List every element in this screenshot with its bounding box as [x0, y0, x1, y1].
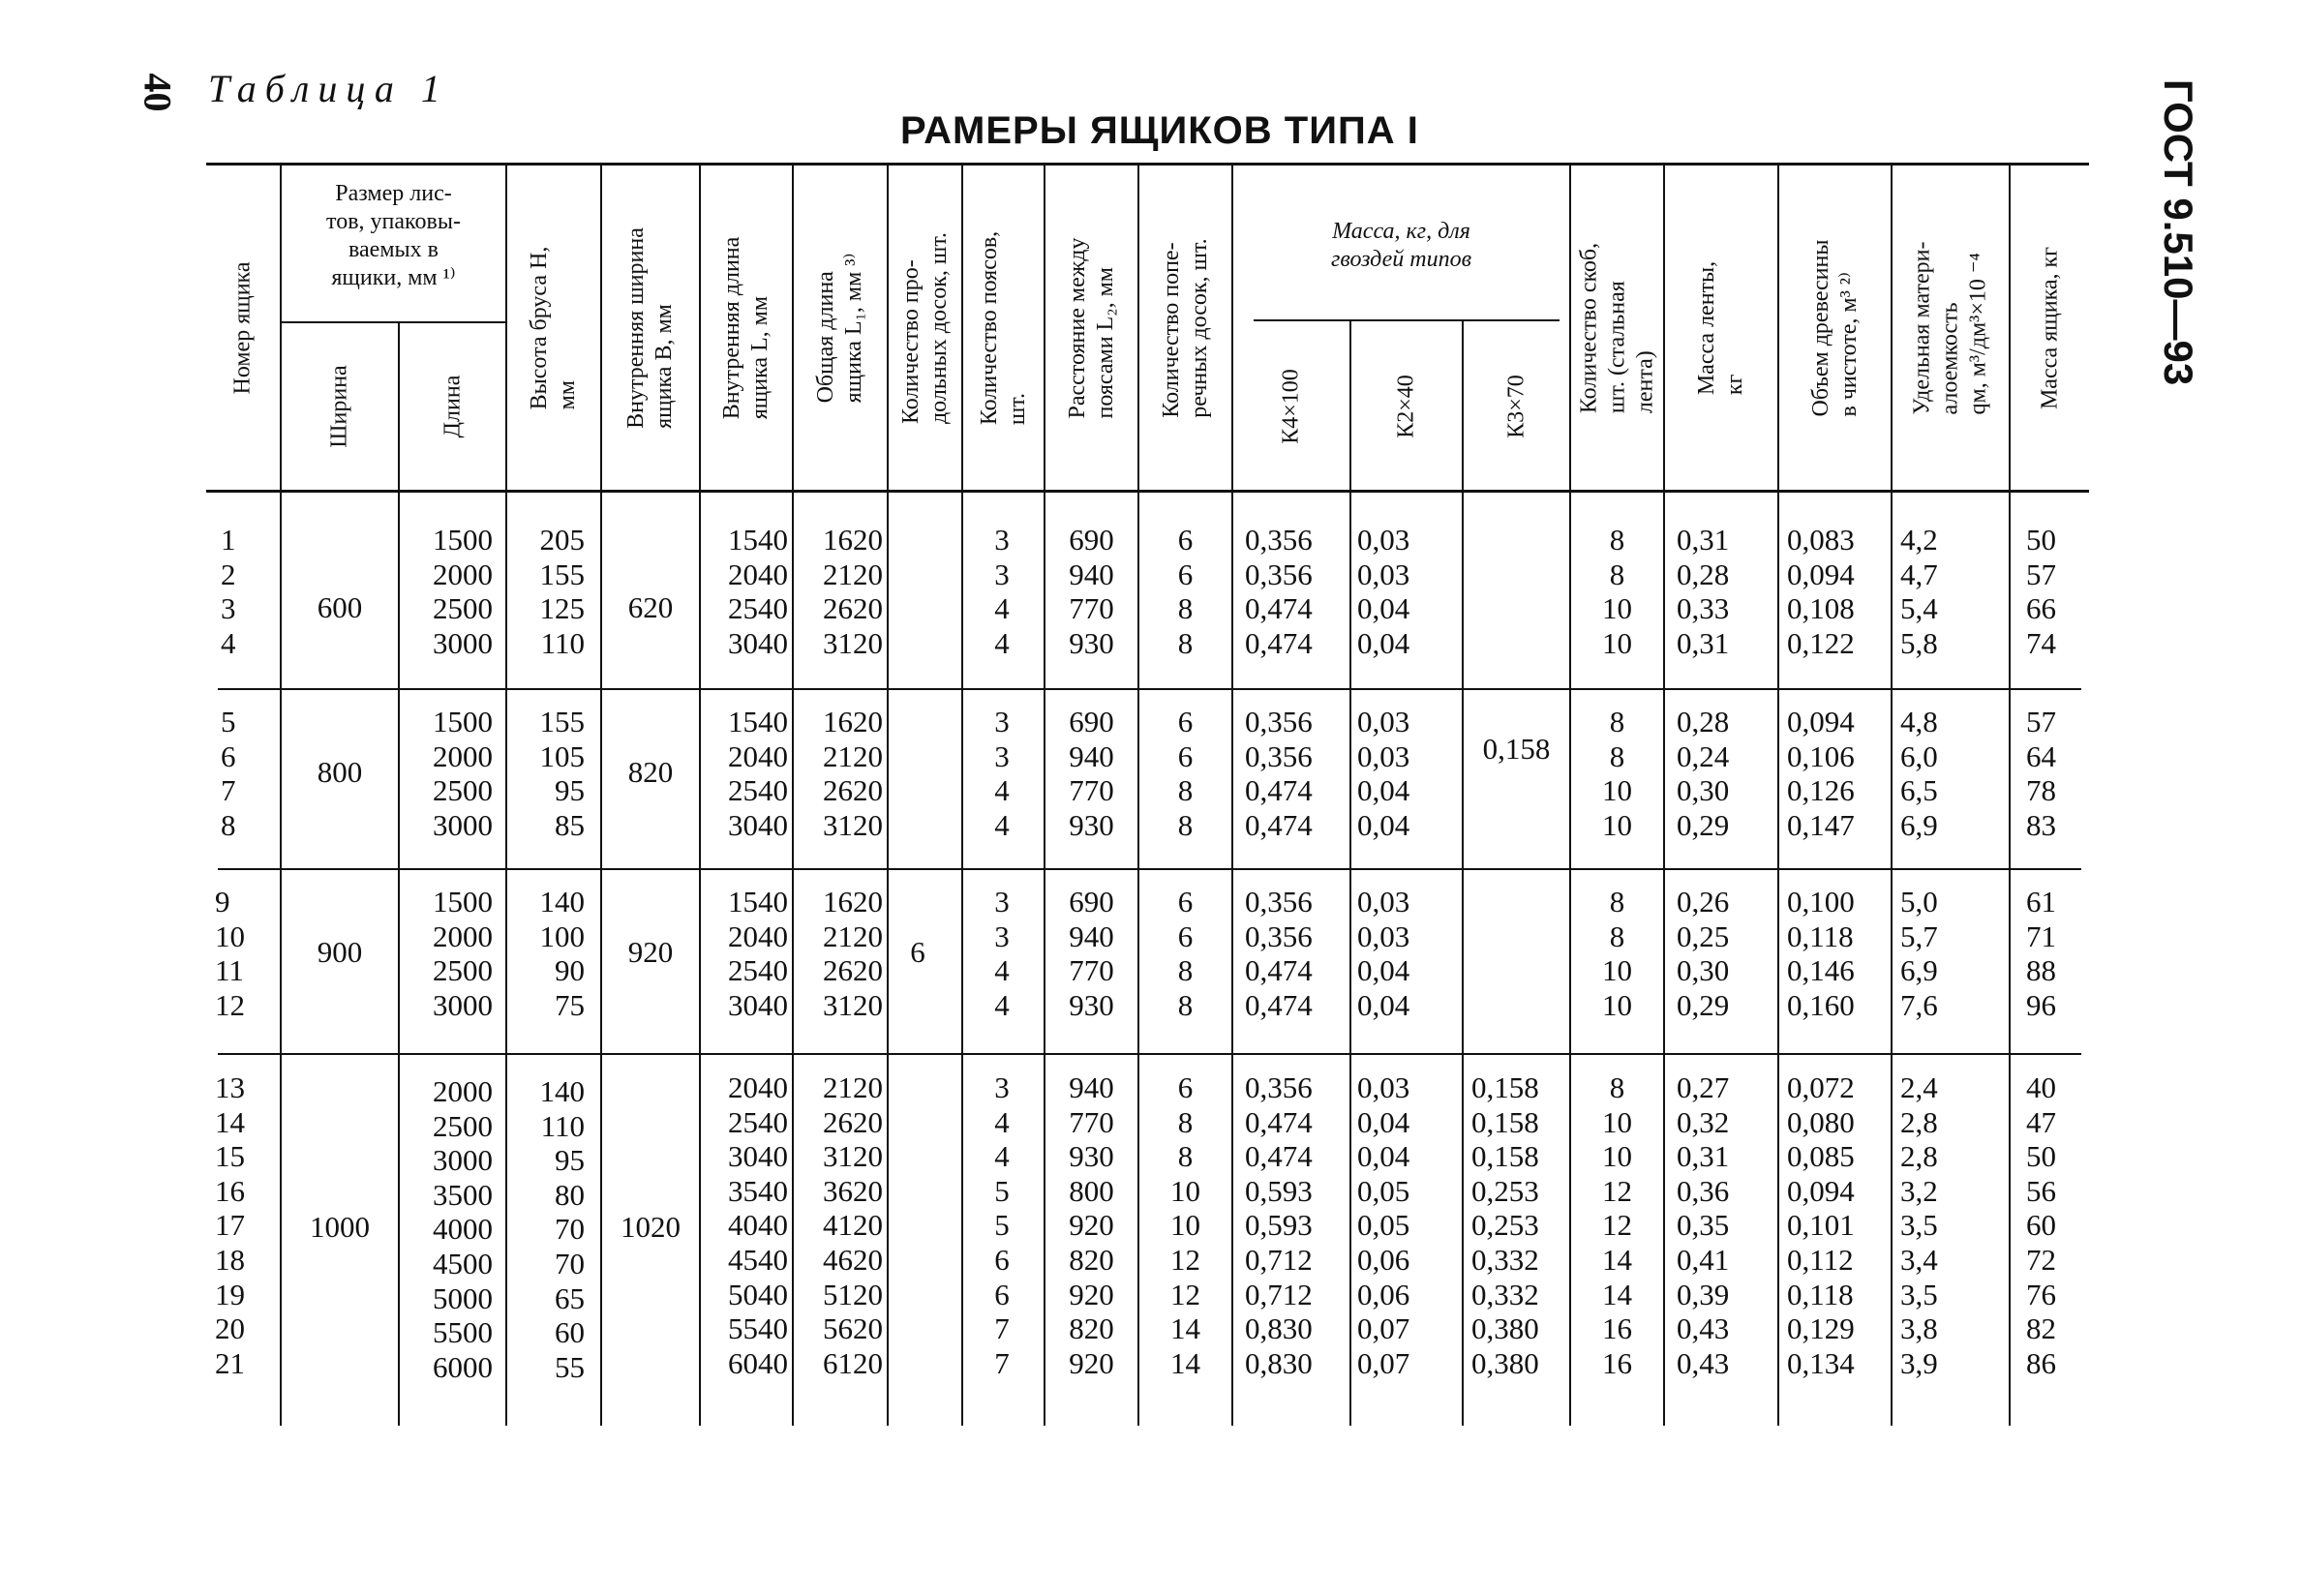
nails-k2x40: 0,03 0,04 0,04 0,05 0,05 0,06 0,06 0,07 0,07 [1357, 1070, 1410, 1380]
sheet-width: 900 [317, 935, 363, 969]
tape-mass: 0,27 0,32 0,31 0,36 0,35 0,41 0,39 0,43 0,43 [1677, 1070, 1730, 1380]
specific-consumption: 2,4 2,8 2,8 3,2 3,5 3,4 3,5 3,8 3,9 [1900, 1070, 1938, 1380]
header-length: Длина [439, 375, 465, 438]
row-numbers: 1 2 3 4 [221, 523, 236, 660]
beam-height: 140 110 95 80 70 70 65 60 55 [539, 1074, 585, 1384]
rule-group-3 [218, 1053, 2081, 1055]
header-nails-mass: Масса, кг, для гвоздей типов [1330, 219, 1472, 272]
header-staples: Количество скоб, шт. (стальная лента) [1576, 242, 1657, 413]
header-specific-consumption: Удельная матери- алоемкость qм, м³/дм³×10 ⁻⁴ [1909, 241, 1991, 414]
belts-count: 3 3 4 4 [994, 705, 1010, 842]
nails-k4x100: 0,356 0,474 0,474 0,593 0,593 0,712 0,712 0,830 0,830 [1245, 1070, 1313, 1380]
rule-group-2 [218, 868, 2081, 870]
page-number: 40 [136, 73, 180, 112]
cross-boards: 6 6 8 8 [1177, 523, 1194, 660]
specific-consumption: 4,2 4,7 5,4 5,8 [1900, 523, 1938, 660]
belt-spacing: 690 940 770 930 [1069, 705, 1114, 842]
beam-height: 155 105 95 85 [539, 705, 585, 842]
belts-count: 3 4 4 5 5 6 6 7 7 [994, 1070, 1010, 1380]
staples-count: 8 8 10 10 [1602, 885, 1632, 1022]
standard-number: ГОСТ 9.510—93 [2156, 78, 2201, 386]
cross-boards: 6 6 8 8 [1177, 885, 1194, 1022]
inner-width: 820 [627, 755, 674, 789]
box-mass: 40 47 50 56 60 72 76 82 86 [2026, 1070, 2056, 1380]
row-numbers: 13 14 15 16 17 18 19 20 21 [215, 1070, 245, 1380]
specific-consumption: 4,8 6,0 6,5 6,9 [1900, 705, 1938, 842]
total-length: 1620 2120 2620 3120 [823, 523, 883, 660]
specific-consumption: 5,0 5,7 6,9 7,6 [1900, 885, 1938, 1022]
nails-k2x40: 0,03 0,03 0,04 0,04 [1357, 523, 1410, 660]
box-mass: 61 71 88 96 [2026, 885, 2056, 1022]
nails-k3x70-merged: 0,158 [1482, 732, 1551, 766]
cross-boards: 6 6 8 8 [1177, 705, 1194, 842]
wood-volume: 0,072 0,080 0,085 0,094 0,101 0,112 0,118 0,129 0,134 [1787, 1070, 1855, 1380]
nails-k4x100: 0,356 0,356 0,474 0,474 [1245, 885, 1313, 1022]
sheet-length: 1500 2000 2500 3000 [433, 705, 493, 842]
header-inner-length: Внутренняя длина ящика L, мм [719, 236, 772, 419]
staples-count: 8 8 10 10 [1602, 705, 1632, 842]
nails-k2x40: 0,03 0,03 0,04 0,04 [1357, 885, 1410, 1022]
inner-length: 1540 2040 2540 3040 [728, 523, 788, 660]
inner-width: 620 [627, 590, 674, 624]
header-k3x70: К3×70 [1503, 375, 1529, 438]
total-length: 1620 2120 2620 3120 [823, 705, 883, 842]
header-cross-boards: Количество попе- речных досок, шт. [1158, 237, 1212, 418]
total-length: 1620 2120 2620 3120 [823, 885, 883, 1022]
nails-k4x100: 0,356 0,356 0,474 0,474 [1245, 705, 1313, 842]
table-title: РАМЕРЫ ЯЩИКОВ ТИПА I [900, 109, 1419, 152]
row-numbers: 5 6 7 8 [221, 705, 236, 842]
inner-width: 1020 [621, 1210, 681, 1244]
header-sheet-size: Размер лис- тов, упаковы- ваемых в ящики, мм ¹⁾ [326, 181, 461, 290]
inner-length: 2040 2540 3040 3540 4040 4540 5040 5540 6040 [728, 1070, 788, 1380]
sheet-width: 1000 [310, 1210, 370, 1244]
tape-mass: 0,26 0,25 0,30 0,29 [1677, 885, 1730, 1022]
staples-count: 8 10 10 12 12 14 14 16 16 [1602, 1070, 1632, 1380]
total-length: 2120 2620 3120 3620 4120 4620 5120 5620 6120 [823, 1070, 883, 1380]
header-beam-height: Высота бруса H, мм [527, 246, 580, 409]
wood-volume: 0,100 0,118 0,146 0,160 [1787, 885, 1855, 1022]
belt-spacing: 690 940 770 930 [1069, 523, 1114, 660]
tape-mass: 0,31 0,28 0,33 0,31 [1677, 523, 1730, 660]
table-caption: Таблица 1 [208, 67, 449, 110]
cross-boards: 6 8 8 10 10 12 12 14 14 [1170, 1070, 1200, 1380]
header-wood-volume: Объем древесины в чистоте, м³ ²⁾ [1807, 239, 1862, 416]
belt-spacing: 690 940 770 930 [1069, 885, 1114, 1022]
wood-volume: 0,083 0,094 0,108 0,122 [1787, 523, 1855, 660]
header-belt-spacing: Расстояние между поясами L₂, мм [1064, 236, 1118, 419]
header-total-length: Общая длина ящика L₁, мм ³⁾ [813, 253, 866, 403]
belts-count: 3 3 4 4 [994, 523, 1010, 660]
inner-length: 1540 2040 2540 3040 [728, 705, 788, 842]
box-mass: 57 64 78 83 [2026, 705, 2056, 842]
staples-count: 8 8 10 10 [1602, 523, 1632, 660]
header-belts: Количество поясов, шт. [976, 230, 1030, 425]
box-mass: 50 57 66 74 [2026, 523, 2056, 660]
belts-count: 3 3 4 4 [994, 885, 1010, 1022]
rule-group-1 [218, 688, 2081, 690]
inner-width: 920 [627, 935, 674, 969]
sheet-length: 2000 2500 3000 3500 4000 4500 5000 5500 6000 [433, 1074, 493, 1384]
nails-k3x70: 0,158 0,158 0,158 0,253 0,253 0,332 0,332 0,380 0,380 [1471, 1070, 1539, 1380]
inner-length: 1540 2040 2540 3040 [728, 885, 788, 1022]
sheet-width: 800 [317, 755, 363, 789]
tape-mass: 0,28 0,24 0,30 0,29 [1677, 705, 1730, 842]
wood-volume: 0,094 0,106 0,126 0,147 [1787, 705, 1855, 842]
header-box-number: Номер ящика [229, 260, 256, 395]
header-k2x40: К2×40 [1393, 375, 1419, 438]
header-tape-mass: Масса ленты, кг [1694, 260, 1747, 395]
header-box-mass: Масса ящика, кг [2037, 246, 2062, 409]
header-width: Ширина [326, 365, 352, 448]
header-long-boards: Количество про- дольных досок, шт. [897, 231, 952, 424]
sheet-length: 1500 2000 2500 3000 [433, 885, 493, 1022]
header-k4x100: К4×100 [1278, 369, 1304, 444]
nails-k2x40: 0,03 0,03 0,04 0,04 [1357, 705, 1410, 842]
row-numbers: 9 10 11 12 [215, 885, 245, 1022]
header-inner-width: Внутренняя ширина ящика B, мм [623, 226, 677, 429]
sheet-length: 1500 2000 2500 3000 [433, 523, 493, 660]
long-boards-merged: 6 [910, 935, 925, 969]
rule-nails-sub [1254, 319, 1560, 321]
sheet-width: 600 [317, 590, 363, 624]
rule-header-bottom [206, 490, 2089, 493]
nails-k4x100: 0,356 0,356 0,474 0,474 [1245, 523, 1313, 660]
beam-height: 140 100 90 75 [539, 885, 585, 1022]
belt-spacing: 940 770 930 800 920 820 920 820 920 [1069, 1070, 1114, 1380]
beam-height: 205 155 125 110 [539, 523, 585, 660]
